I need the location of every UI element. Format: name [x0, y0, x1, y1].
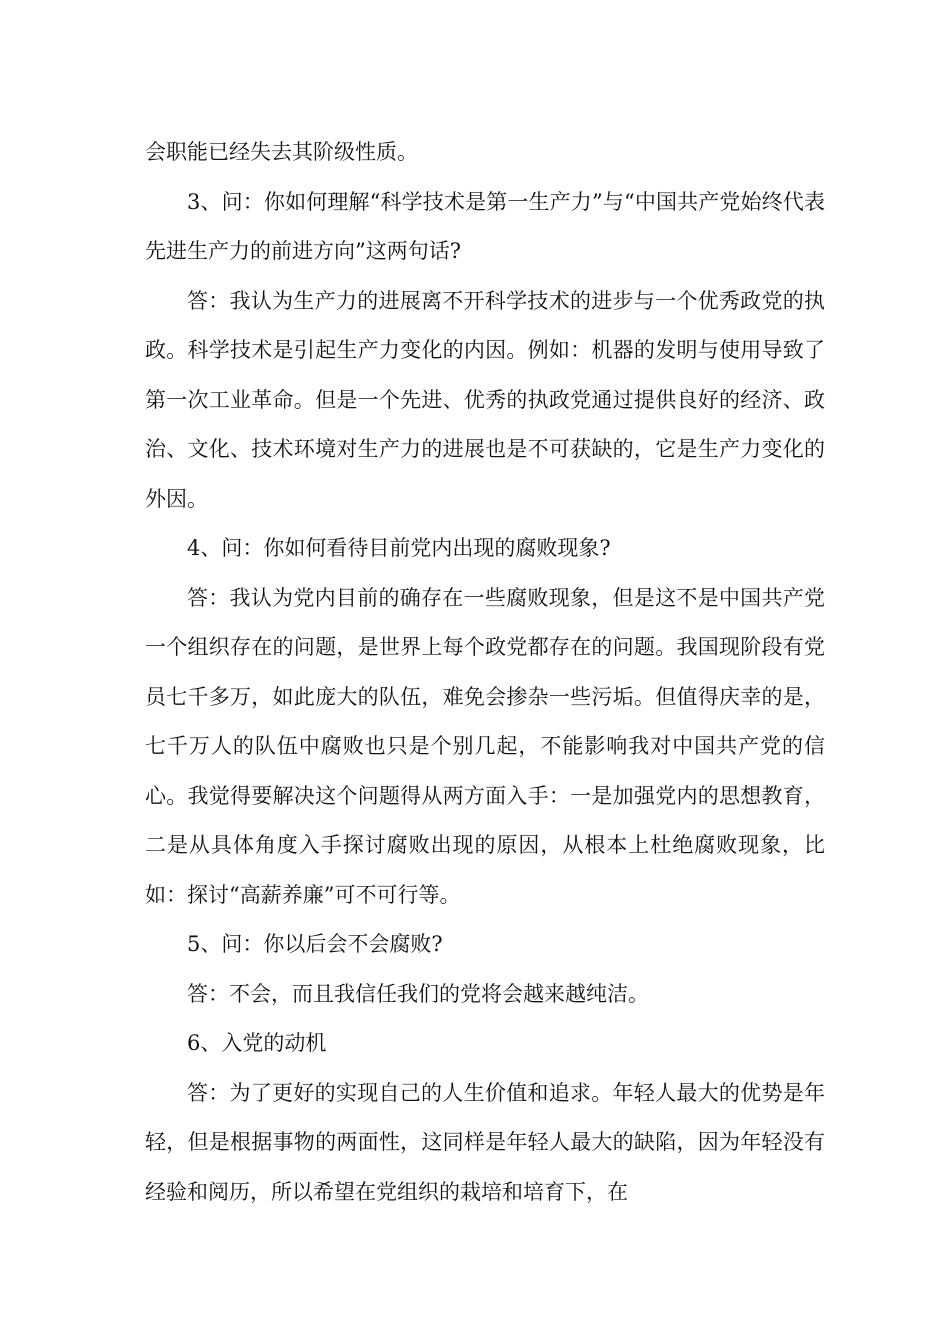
- paragraph-question-5: 5、问：你以后会不会腐败?: [187, 932, 443, 956]
- paragraph-question-4: 4、问：你如何看待目前党内出现的腐败现象?: [187, 536, 611, 560]
- paragraph-answer-5: 答：不会，而且我信任我们的党将会越来越纯洁。: [187, 981, 649, 1006]
- paragraph-1: 会职能已经失去其阶级性质。: [145, 140, 418, 164]
- paragraph-question-3: 3、问：你如何理解“科学技术是第一生产力”与“中国共产党始终代表先进生产力的前进方向”这两句话?: [145, 189, 825, 263]
- paragraph-question-6: 6、入党的动机: [187, 1031, 327, 1055]
- document-body: [145, 128, 825, 1217]
- paragraph-answer-6: 答：为了更好的实现自己的人生价值和追求。年轻人最大的优势是年轻，但是根据事物的两面性，这同样是年轻人最大的缺陷，因为年轻没有经验和阅历，所以希望在党组织的栽培和培育下，在: [145, 1080, 825, 1204]
- paragraph-answer-4: 答：我认为党内目前的确存在一些腐败现象，但是这不是中国共产党一个组织存在的问题，是世界上每个政党都存在的问题。我国现阶段有党员七千多万，如此庞大的队伍，难免会掺杂一些污垢。但值得庆幸的是，七千万人的队伍中腐败也只是个别几起，不能影响我对中国共产党的信心。我觉得要解决这个问题得从两方面入手：一是加强党内的思想教育，二是从具体角度入手探讨腐败出现的原因，从根本上杜绝腐败现象，比如：探讨“高薪养廉”可不可行等。: [145, 585, 825, 907]
- paragraph-answer-3: 答：我认为生产力的进展离不开科学技术的进步与一个优秀政党的执政。科学技术是引起生产力变化的内因。例如：机器的发明与使用导致了第一次工业革命。但是一个先进、优秀的执政党通过提供良好的经济、政治、文化、技术环境对生产力的进展也是不可获缺的，它是生产力变化的外因。: [145, 288, 825, 511]
